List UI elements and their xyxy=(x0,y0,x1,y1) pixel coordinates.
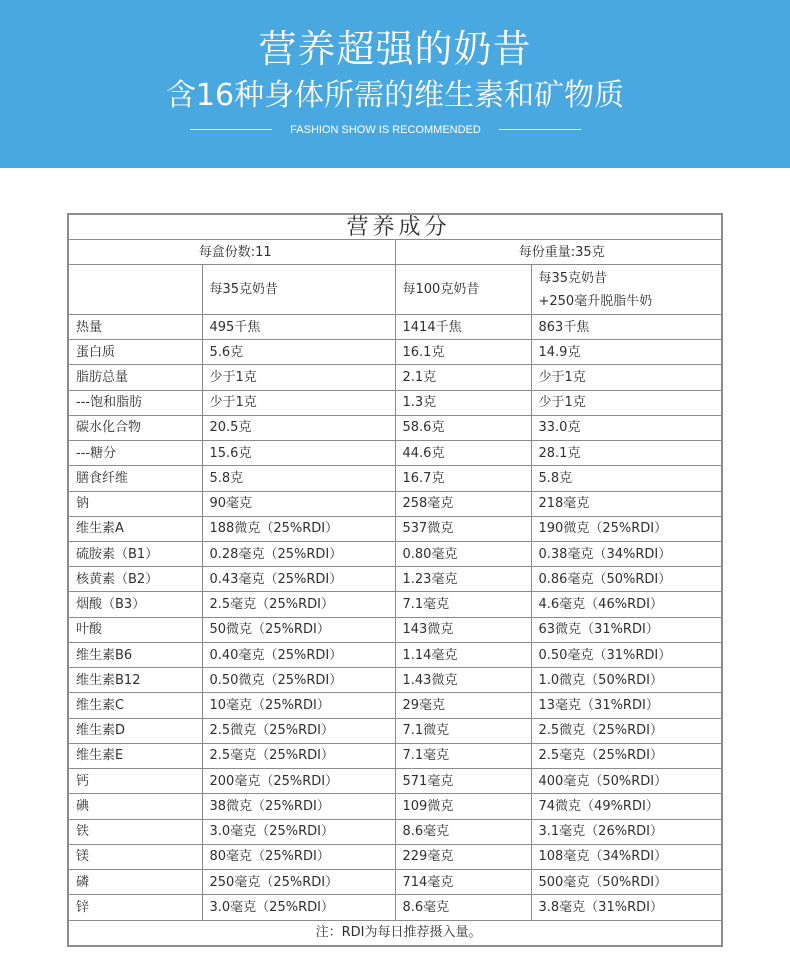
with-milk-value-cell: 13毫克（31%RDI） xyxy=(531,693,721,718)
per-100g-value-cell: 7.1毫克 xyxy=(395,592,531,617)
table-row xyxy=(69,491,721,516)
nutrition-table-frame xyxy=(67,213,723,947)
banner-tagline: FASHION SHOW IS RECOMMENDED xyxy=(290,124,481,136)
per-100g-value-cell: 258毫克 xyxy=(395,491,531,516)
per-35g-value-cell: 5.8克 xyxy=(202,466,395,491)
nutrient-name-cell: 脂肪总量 xyxy=(69,365,202,390)
with-milk-value-cell: 74微克（49%RDI） xyxy=(531,794,721,819)
nutrient-name-cell: 热量 xyxy=(69,314,202,339)
with-milk-value-cell: 0.86毫克（50%RDI） xyxy=(531,567,721,592)
nutrient-name-cell: 叶酸 xyxy=(69,617,202,642)
table-row xyxy=(69,390,721,415)
table-row xyxy=(69,819,721,844)
with-milk-value-cell: 108毫克（34%RDI） xyxy=(531,844,721,869)
with-milk-value-cell: 少于1克 xyxy=(531,365,721,390)
table-row xyxy=(69,415,721,440)
nutrient-name-cell: 碳水化合物 xyxy=(69,415,202,440)
nutrient-name-cell: 烟酸（B3） xyxy=(69,592,202,617)
per-100g-value-cell: 571毫克 xyxy=(395,769,531,794)
per-100g-value-cell: 0.80毫克 xyxy=(395,542,531,567)
table-row xyxy=(69,668,721,693)
banner-subtitle: 含16种身体所需的维生素和矿物质 xyxy=(165,78,625,113)
per-35g-value-cell: 15.6克 xyxy=(202,441,395,466)
table-row xyxy=(69,617,721,642)
per-35g-value-cell: 250毫克（25%RDI） xyxy=(202,870,395,895)
table-title: 营养成分 xyxy=(69,215,721,240)
with-milk-value-cell: 218毫克 xyxy=(531,491,721,516)
with-milk-value-cell: 500毫克（50%RDI） xyxy=(531,870,721,895)
table-title-row xyxy=(69,215,721,240)
with-milk-value-cell: 3.8毫克（31%RDI） xyxy=(531,895,721,920)
per-100g-value-cell: 44.6克 xyxy=(395,441,531,466)
footnote: 注：RDI为每日推荐摄入量。 xyxy=(69,920,721,945)
nutrient-name-cell: 维生素D xyxy=(69,718,202,743)
table-row xyxy=(69,693,721,718)
per-100g-value-cell: 1.14毫克 xyxy=(395,642,531,667)
nutrient-name-cell: 钙 xyxy=(69,769,202,794)
header-banner xyxy=(0,0,790,168)
header-per-100g: 每100克奶昔 xyxy=(395,265,531,314)
per-35g-value-cell: 0.43毫克（25%RDI） xyxy=(202,567,395,592)
nutrient-name-cell: 镁 xyxy=(69,844,202,869)
per-100g-value-cell: 537微克 xyxy=(395,516,531,541)
nutrition-table xyxy=(69,215,721,945)
nutrient-name-cell: ---饱和脂肪 xyxy=(69,390,202,415)
with-milk-value-cell: 4.6毫克（46%RDI） xyxy=(531,592,721,617)
per-35g-value-cell: 0.40毫克（25%RDI） xyxy=(202,642,395,667)
nutrient-name-cell: 维生素E xyxy=(69,743,202,768)
per-35g-value-cell: 少于1克 xyxy=(202,390,395,415)
with-milk-value-cell: 3.1毫克（26%RDI） xyxy=(531,819,721,844)
nutrient-name-cell: 核黄素（B2） xyxy=(69,567,202,592)
footnote-row xyxy=(69,920,721,945)
per-100g-value-cell: 229毫克 xyxy=(395,844,531,869)
nutrient-name-cell: 维生素A xyxy=(69,516,202,541)
header-empty-cell xyxy=(69,265,202,314)
with-milk-value-cell: 28.1克 xyxy=(531,441,721,466)
per-100g-value-cell: 16.7克 xyxy=(395,466,531,491)
per-100g-value-cell: 714毫克 xyxy=(395,870,531,895)
with-milk-value-cell: 5.8克 xyxy=(531,466,721,491)
table-row xyxy=(69,870,721,895)
column-header-row xyxy=(69,265,721,314)
per-100g-value-cell: 143微克 xyxy=(395,617,531,642)
nutrient-name-cell: 膳食纤维 xyxy=(69,466,202,491)
per-35g-value-cell: 2.5毫克（25%RDI） xyxy=(202,743,395,768)
per-35g-value-cell: 2.5毫克（25%RDI） xyxy=(202,592,395,617)
per-35g-value-cell: 2.5微克（25%RDI） xyxy=(202,718,395,743)
per-35g-value-cell: 188微克（25%RDI） xyxy=(202,516,395,541)
per-100g-value-cell: 7.1微克 xyxy=(395,718,531,743)
nutrient-name-cell: 磷 xyxy=(69,870,202,895)
with-milk-value-cell: 2.5微克（25%RDI） xyxy=(531,718,721,743)
header-with-milk-line1: 每35克奶昔 xyxy=(538,270,608,286)
per-35g-value-cell: 5.6克 xyxy=(202,340,395,365)
table-row xyxy=(69,642,721,667)
per-100g-value-cell: 29毫克 xyxy=(395,693,531,718)
per-100g-value-cell: 8.6毫克 xyxy=(395,895,531,920)
with-milk-value-cell: 190微克（25%RDI） xyxy=(531,516,721,541)
tagline-divider-left xyxy=(190,129,272,130)
table-row xyxy=(69,567,721,592)
servings-per-box: 每盒份数:11 xyxy=(69,240,395,265)
with-milk-value-cell: 少于1克 xyxy=(531,390,721,415)
per-100g-value-cell: 8.6毫克 xyxy=(395,819,531,844)
with-milk-value-cell: 0.38毫克（34%RDI） xyxy=(531,542,721,567)
per-35g-value-cell: 38微克（25%RDI） xyxy=(202,794,395,819)
per-100g-value-cell: 1.23毫克 xyxy=(395,567,531,592)
with-milk-value-cell: 2.5毫克（25%RDI） xyxy=(531,743,721,768)
table-row xyxy=(69,340,721,365)
table-row xyxy=(69,365,721,390)
table-row xyxy=(69,844,721,869)
nutrient-name-cell: 蛋白质 xyxy=(69,340,202,365)
nutrient-name-cell: 锌 xyxy=(69,895,202,920)
table-row xyxy=(69,592,721,617)
per-100g-value-cell: 109微克 xyxy=(395,794,531,819)
with-milk-value-cell: 33.0克 xyxy=(531,415,721,440)
table-row xyxy=(69,743,721,768)
nutrient-name-cell: 维生素B6 xyxy=(69,642,202,667)
banner-title: 营养超强的奶昔 xyxy=(258,27,532,71)
banner-tagline-row xyxy=(0,121,790,139)
per-35g-value-cell: 3.0毫克（25%RDI） xyxy=(202,895,395,920)
per-35g-value-cell: 3.0毫克（25%RDI） xyxy=(202,819,395,844)
table-row xyxy=(69,542,721,567)
with-milk-value-cell: 863千焦 xyxy=(531,314,721,339)
per-35g-value-cell: 200毫克（25%RDI） xyxy=(202,769,395,794)
table-row xyxy=(69,895,721,920)
nutrient-name-cell: 钠 xyxy=(69,491,202,516)
per-35g-value-cell: 少于1克 xyxy=(202,365,395,390)
per-35g-value-cell: 495千焦 xyxy=(202,314,395,339)
per-100g-value-cell: 7.1毫克 xyxy=(395,743,531,768)
per-100g-value-cell: 1414千焦 xyxy=(395,314,531,339)
table-row xyxy=(69,769,721,794)
serving-info-row xyxy=(69,240,721,265)
per-35g-value-cell: 0.50微克（25%RDI） xyxy=(202,668,395,693)
with-milk-value-cell: 1.0微克（50%RDI） xyxy=(531,668,721,693)
nutrient-name-cell: 碘 xyxy=(69,794,202,819)
per-35g-value-cell: 0.28毫克（25%RDI） xyxy=(202,542,395,567)
table-row xyxy=(69,516,721,541)
per-35g-value-cell: 90毫克 xyxy=(202,491,395,516)
serving-weight: 每份重量:35克 xyxy=(395,240,721,265)
nutrient-name-cell: 硫胺素（B1） xyxy=(69,542,202,567)
table-row xyxy=(69,794,721,819)
header-per-35g: 每35克奶昔 xyxy=(202,265,395,314)
per-35g-value-cell: 80毫克（25%RDI） xyxy=(202,844,395,869)
table-row xyxy=(69,441,721,466)
per-100g-value-cell: 1.3克 xyxy=(395,390,531,415)
with-milk-value-cell: 63微克（31%RDI） xyxy=(531,617,721,642)
per-100g-value-cell: 1.43微克 xyxy=(395,668,531,693)
table-row xyxy=(69,314,721,339)
per-100g-value-cell: 16.1克 xyxy=(395,340,531,365)
header-with-milk xyxy=(531,265,721,314)
per-100g-value-cell: 2.1克 xyxy=(395,365,531,390)
with-milk-value-cell: 14.9克 xyxy=(531,340,721,365)
nutrient-name-cell: 铁 xyxy=(69,819,202,844)
per-35g-value-cell: 20.5克 xyxy=(202,415,395,440)
per-35g-value-cell: 10毫克（25%RDI） xyxy=(202,693,395,718)
per-35g-value-cell: 50微克（25%RDI） xyxy=(202,617,395,642)
with-milk-value-cell: 400毫克（50%RDI） xyxy=(531,769,721,794)
with-milk-value-cell: 0.50毫克（31%RDI） xyxy=(531,642,721,667)
table-row xyxy=(69,466,721,491)
nutrient-name-cell: 维生素C xyxy=(69,693,202,718)
tagline-divider-right xyxy=(499,129,581,130)
table-row xyxy=(69,718,721,743)
per-100g-value-cell: 58.6克 xyxy=(395,415,531,440)
nutrient-name-cell: 维生素B12 xyxy=(69,668,202,693)
header-with-milk-line2: +250毫升脱脂牛奶 xyxy=(538,293,653,309)
nutrient-name-cell: ---糖分 xyxy=(69,441,202,466)
